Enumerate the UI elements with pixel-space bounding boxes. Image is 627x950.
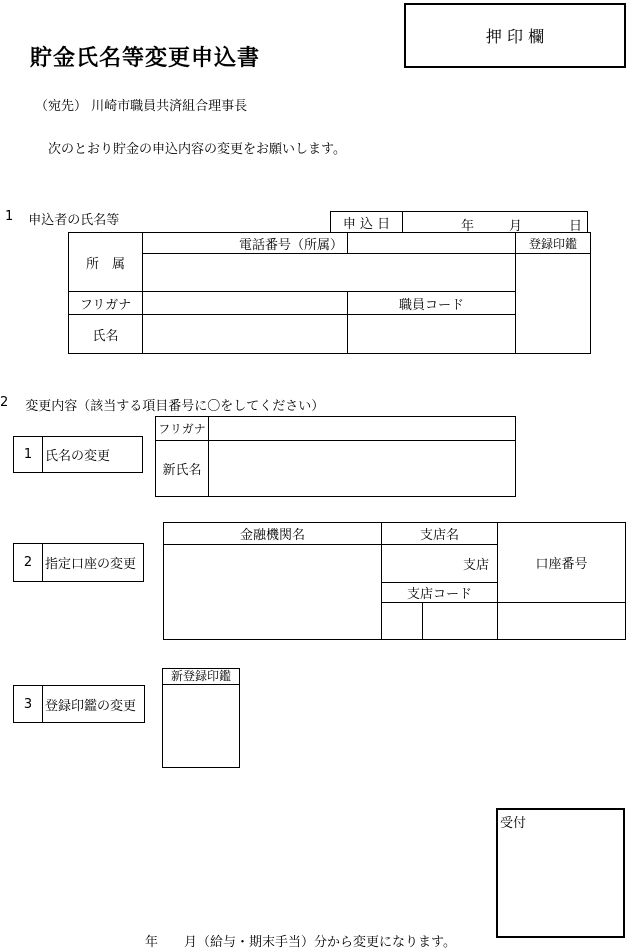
name-value-cell	[143, 315, 348, 354]
section2-number: 2	[0, 395, 9, 410]
application-date-month-label: 月	[509, 219, 523, 234]
affiliation-value-cell	[143, 254, 516, 292]
registered-seal-label-cell: 登録印鑑	[516, 233, 591, 254]
application-date-year-label: 年	[461, 219, 475, 234]
item-1-name-change-box	[13, 436, 143, 473]
phone-value-cell	[348, 233, 516, 254]
account-number-value-cell	[498, 603, 626, 640]
new-name-value-cell	[209, 441, 516, 497]
new-furigana-label-cell: フリガナ	[156, 417, 209, 441]
affiliation-label-cell: 所 属	[69, 233, 143, 292]
bank-account-table	[163, 522, 626, 640]
branch-suffix-cell: 支店	[382, 545, 498, 583]
furigana-value-cell	[143, 292, 348, 315]
application-date-day-label: 日	[568, 219, 582, 234]
seal-stamp-label: 押 印 欄	[485, 27, 545, 46]
new-name-label-cell: 新氏名	[156, 441, 209, 497]
item-2-label: 指定口座の変更	[45, 557, 137, 572]
name-label-cell: 氏名	[69, 315, 143, 354]
section1-heading	[5, 209, 119, 228]
registered-seal-area-cell	[516, 254, 591, 354]
item-2-account-change-box	[13, 543, 144, 582]
intro-line: 次のとおり貯金の申込内容の変更をお願いします。	[48, 142, 346, 157]
new-registered-seal-box	[162, 668, 240, 768]
item-2-number: 2	[14, 544, 43, 581]
form-title: 貯金氏名等変更申込書	[30, 46, 261, 71]
item-3-number: 3	[14, 686, 43, 722]
item-1-label: 氏名の変更	[45, 449, 111, 464]
furigana-label-cell: フリガナ	[69, 292, 143, 315]
item-1-number: 1	[14, 437, 43, 472]
seal-stamp-box	[404, 3, 626, 68]
bank-name-value-cell	[164, 545, 382, 640]
item-3-label: 登録印鑑の変更	[45, 698, 137, 714]
employee-code-value-cell	[348, 315, 516, 354]
application-date-label: 申 込 日	[331, 212, 403, 232]
reception-box	[496, 808, 625, 938]
section2-heading	[0, 395, 324, 414]
new-registered-seal-label: 新登録印鑑	[163, 669, 239, 685]
branch-name-label-cell: 支店名	[382, 523, 498, 545]
employee-code-label-cell: 職員コード	[348, 292, 516, 315]
account-number-label-cell: 口座番号	[498, 523, 626, 603]
phone-label-cell: 電話番号（所属）	[143, 233, 348, 254]
new-name-table	[155, 416, 516, 497]
bank-name-label-cell: 金融機関名	[164, 523, 382, 545]
section1-number: 1	[5, 209, 14, 224]
branch-code-label-cell: 支店コード	[382, 583, 498, 603]
new-furigana-value-cell	[209, 417, 516, 441]
application-date-value-cell	[403, 212, 587, 232]
section1-heading-text: 申込者の氏名等	[28, 213, 120, 228]
addressee-line: （宛先） 川崎市職員共済組合理事長	[35, 99, 248, 114]
application-date-row	[330, 211, 588, 233]
item-3-seal-change-box	[13, 685, 145, 723]
branch-code-value-cell-1	[382, 603, 423, 640]
footer-effective-date-note: 年 月（給与・期末手当）分から変更になります。	[145, 935, 456, 950]
reception-label: 受付	[500, 816, 527, 831]
applicant-info-table	[68, 232, 591, 354]
branch-code-value-cell-2	[423, 603, 498, 640]
section2-heading-text: 変更内容（該当する項目番号に〇をしてください）	[25, 399, 325, 414]
